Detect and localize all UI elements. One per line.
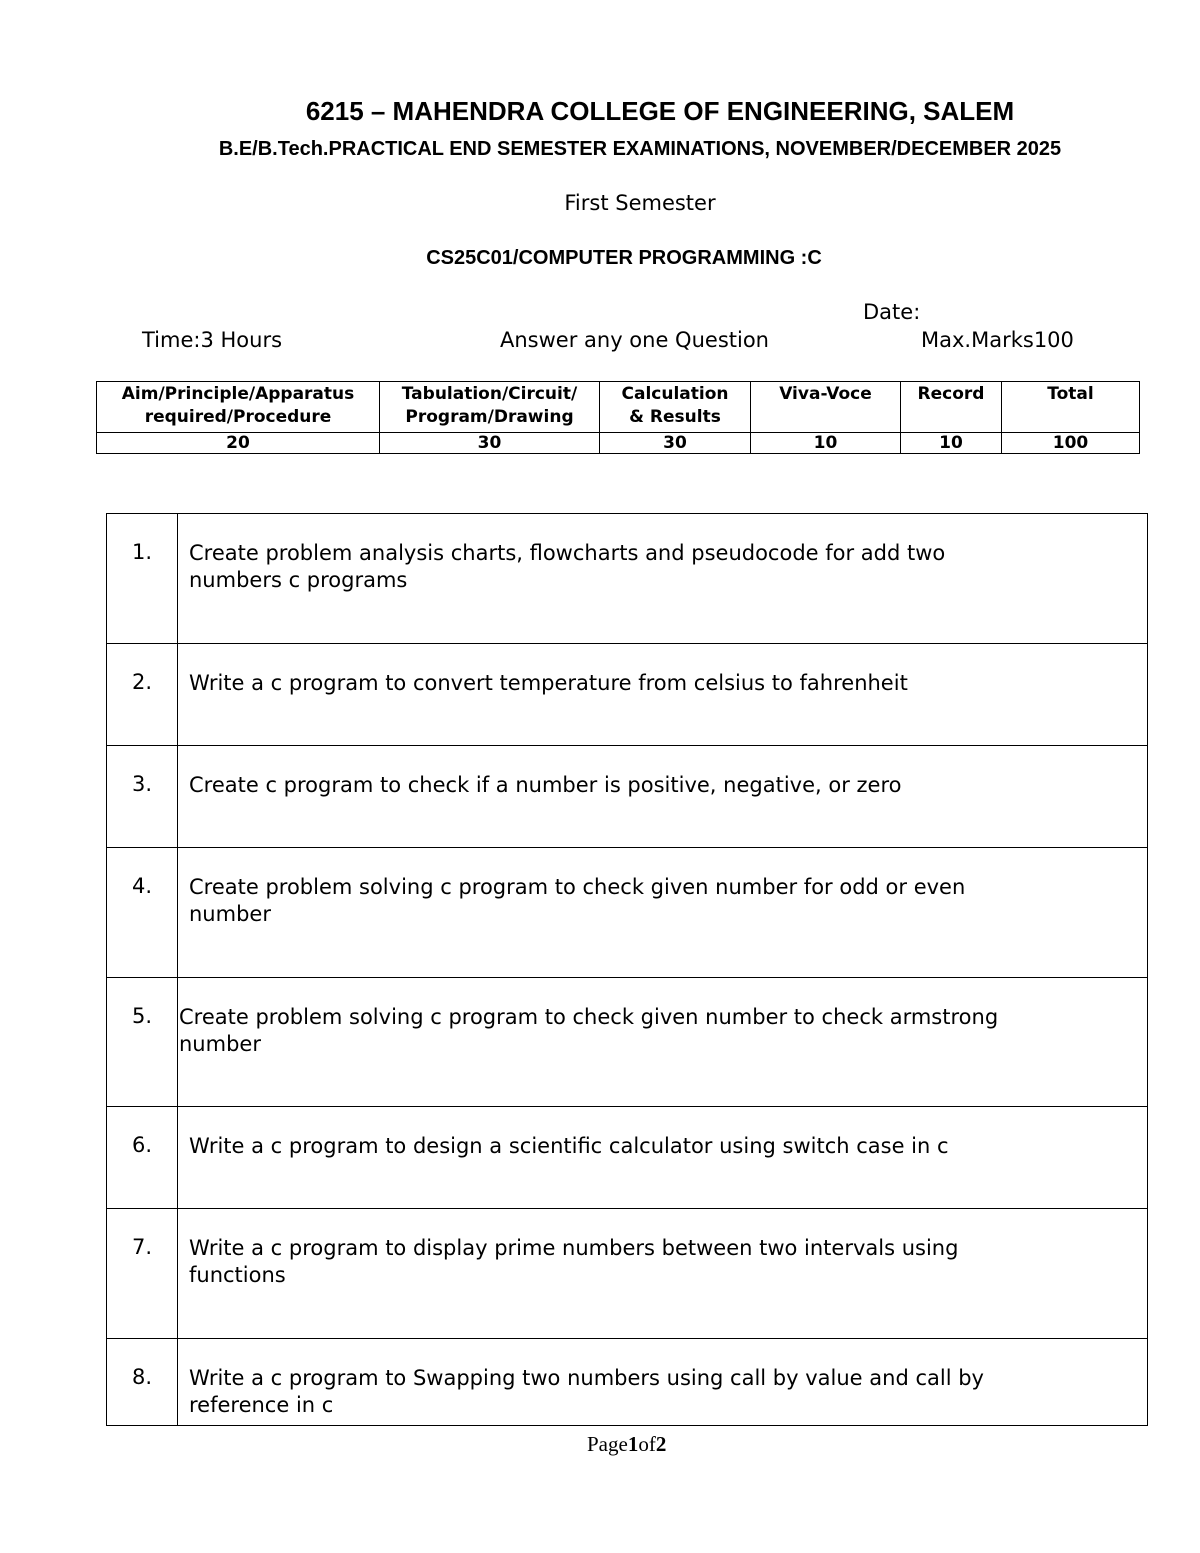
- semester-label: First Semester: [564, 191, 716, 215]
- instruction-label: Answer any one Question: [500, 328, 769, 352]
- question-row: [107, 848, 1148, 978]
- max-marks-label: Max.Marks100: [921, 328, 1074, 352]
- question-row: [107, 1339, 1148, 1426]
- marks-value-cell: 30: [380, 433, 600, 454]
- marks-value-cell: 100: [1002, 433, 1140, 454]
- marks-value-cell: 10: [751, 433, 901, 454]
- question-text: Write a c program to convert temperature from celsius to fahrenheit: [178, 644, 1148, 746]
- course-title: CS25C01/COMPUTER PROGRAMMING :C: [426, 247, 822, 269]
- question-row: [107, 1107, 1148, 1209]
- page-word: Page: [587, 1432, 628, 1456]
- question-text: Create problem solving c program to check given number to check armstrong number: [178, 978, 1148, 1107]
- marks-header-cell: Tabulation/Circuit/ Program/Drawing: [380, 382, 600, 433]
- page-total: 2: [655, 1432, 667, 1456]
- marks-header-row: [97, 382, 1140, 433]
- time-label: Time:3 Hours: [142, 328, 283, 352]
- question-text: Create problem solving c program to check given number for odd or even number: [178, 848, 1148, 978]
- marks-value-cell: 20: [97, 433, 380, 454]
- question-text: Write a c program to display prime numbers between two intervals using functions: [178, 1209, 1148, 1339]
- marks-table: [96, 381, 1140, 454]
- marks-header-cell: Viva-Voce: [751, 382, 901, 433]
- of-word: of: [638, 1432, 656, 1456]
- date-label: Date:: [863, 300, 921, 324]
- question-text: Create c program to check if a number is positive, negative, or zero: [178, 746, 1148, 848]
- marks-header-cell: Calculation & Results: [600, 382, 751, 433]
- question-number: 4.: [107, 848, 178, 978]
- question-row: [107, 978, 1148, 1107]
- question-row: [107, 1209, 1148, 1339]
- marks-header-cell: Record: [901, 382, 1002, 433]
- question-number: 3.: [107, 746, 178, 848]
- question-text: Write a c program to Swapping two numbers using call by value and call by reference in c: [178, 1339, 1148, 1426]
- marks-value-cell: 10: [901, 433, 1002, 454]
- question-row: [107, 514, 1148, 644]
- question-text: Create problem analysis charts, flowcharts and pseudocode for add two numbers c programs: [178, 514, 1148, 644]
- marks-header-cell: Aim/Principle/Apparatus required/Procedure: [97, 382, 380, 433]
- question-row: [107, 746, 1148, 848]
- question-number: 2.: [107, 644, 178, 746]
- page-footer: [587, 1432, 666, 1457]
- exam-title: B.E/B.Tech.PRACTICAL END SEMESTER EXAMINATIONS, NOVEMBER/DECEMBER 2025: [218, 138, 1062, 160]
- question-number: 6.: [107, 1107, 178, 1209]
- question-number: 7.: [107, 1209, 178, 1339]
- question-number: 5.: [107, 978, 178, 1107]
- question-row: [107, 644, 1148, 746]
- page-current: 1: [627, 1432, 639, 1456]
- question-number: 8.: [107, 1339, 178, 1426]
- questions-table: [106, 513, 1148, 1426]
- marks-value-row: [97, 433, 1140, 454]
- question-number: 1.: [107, 514, 178, 644]
- question-text: Write a c program to design a scientific calculator using switch case in c: [178, 1107, 1148, 1209]
- marks-header-cell: Total: [1002, 382, 1140, 433]
- marks-value-cell: 30: [600, 433, 751, 454]
- college-title: 6215 – MAHENDRA COLLEGE OF ENGINEERING, SALEM: [305, 96, 1015, 126]
